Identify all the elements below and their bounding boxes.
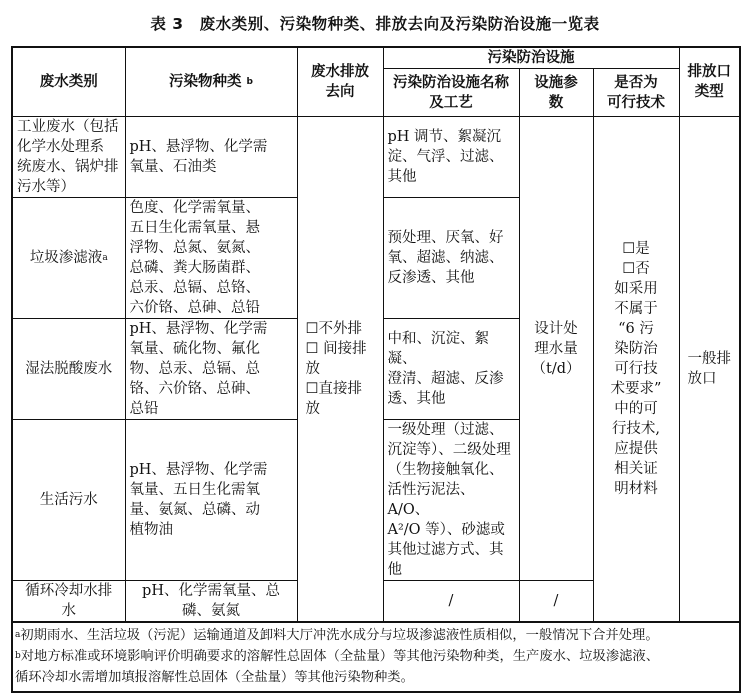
category-cell: 工业废水（包括 化学水处理系 统废水、锅炉排 污水等） <box>12 117 125 198</box>
category-cell: 生活污水 <box>12 420 125 581</box>
pollutants-cell: pH、悬浮物、化学需 氧量、五日生化需氧 量、氨氮、总磷、动 植物油 <box>125 420 297 581</box>
param-cell: / <box>519 581 593 623</box>
category-sup: a <box>102 253 108 263</box>
note-a-mark: a <box>15 630 21 640</box>
table-notes <box>11 623 741 693</box>
header-facility-name: 污染防治设施名称 及工艺 <box>383 69 519 117</box>
table-row <box>12 117 740 198</box>
category-cell: 循环冷却水排 水 <box>12 581 125 623</box>
outlet-type-cell: 一般排 放口 <box>679 117 740 623</box>
feasible-cell: ☐是 ☐否 如采用 不属于 “6 污 染防治 可行技 术要求” 中的可 行技术, 应提供 相关证 明材料 <box>593 117 679 623</box>
note-a-text: 初期雨水、生活垃圾（污泥）运输通道及卸料大厅冲洗水成分与垃圾渗滤液性质相似，一般情况下合并处理。 <box>20 628 659 643</box>
pollutants-cell: pH、化学需氧量、总 磷、氨氮 <box>125 581 297 623</box>
header-pollutants-sup: b <box>246 77 253 87</box>
destination-options-cell: ☐不外排 ☐ 间接排 放 ☐直接排 放 <box>297 117 383 623</box>
header-outlet-type: 排放口 类型 <box>679 47 740 117</box>
facility-cell: 中和、沉淀、絮凝、 澄清、超滤、反渗 透、其他 <box>383 319 519 420</box>
facility-cell: pH 调节、絮凝沉 淀、气浮、过滤、 其他 <box>383 117 519 198</box>
table-caption: 表 3 废水类别、污染物种类、排放去向及污染防治设施一览表 <box>150 15 600 33</box>
header-feasible: 是否为 可行技术 <box>593 69 679 117</box>
category-cell: 垃圾渗滤液$^a$ <box>12 198 125 319</box>
header-facility-param: 设施参 数 <box>519 69 593 117</box>
pollutants-cell: 色度、化学需氧量、 五日生化需氧量、悬 浮物、总氮、氨氮、 总磷、粪大肠菌群、 总汞、总镉、总铬、 六价铬、总砷、总铅 <box>125 198 297 319</box>
category-cell: 湿法脱酸废水 <box>12 319 125 420</box>
header-pollutants: 污染物种类 $^b$ <box>125 47 297 117</box>
header-category: 废水类别 <box>12 47 125 117</box>
facility-cell: / <box>383 581 519 623</box>
wastewater-table <box>11 46 741 623</box>
header-facility-group: 污染防治设施 <box>383 47 679 69</box>
header-destination: 废水排放 去向 <box>297 47 383 117</box>
table-wrapper <box>11 46 739 693</box>
pollutants-cell: pH、悬浮物、化学需 氧量、硫化物、氟化 物、总汞、总镉、总 铬、六价铬、总砷、 总铅 <box>125 319 297 420</box>
note-b-mark: b <box>15 651 21 661</box>
param-shared-cell: 设计处 理水量 （t/d） <box>519 117 593 581</box>
facility-cell: 预处理、厌氧、好 氧、超滤、纳滤、 反渗透、其他 <box>383 198 519 319</box>
facility-cell: 一级处理（过滤、 沉淀等）、二级处理 （生物接触氧化、 活性污泥法、A/O、 A²/O 等）、砂滤或 其他过滤方式、其 他 <box>383 420 519 581</box>
pollutants-cell: pH、悬浮物、化学需 氧量、石油类 <box>125 117 297 198</box>
note-b-text: 对地方标准或环境影响评价明确要求的溶解性总固体（全盐量）等其他污染物种类，生产废水、垃圾渗滤液、 循环冷却水需增加填报溶解性总固体（全盐量）等其他污染物种类。 <box>15 649 660 685</box>
